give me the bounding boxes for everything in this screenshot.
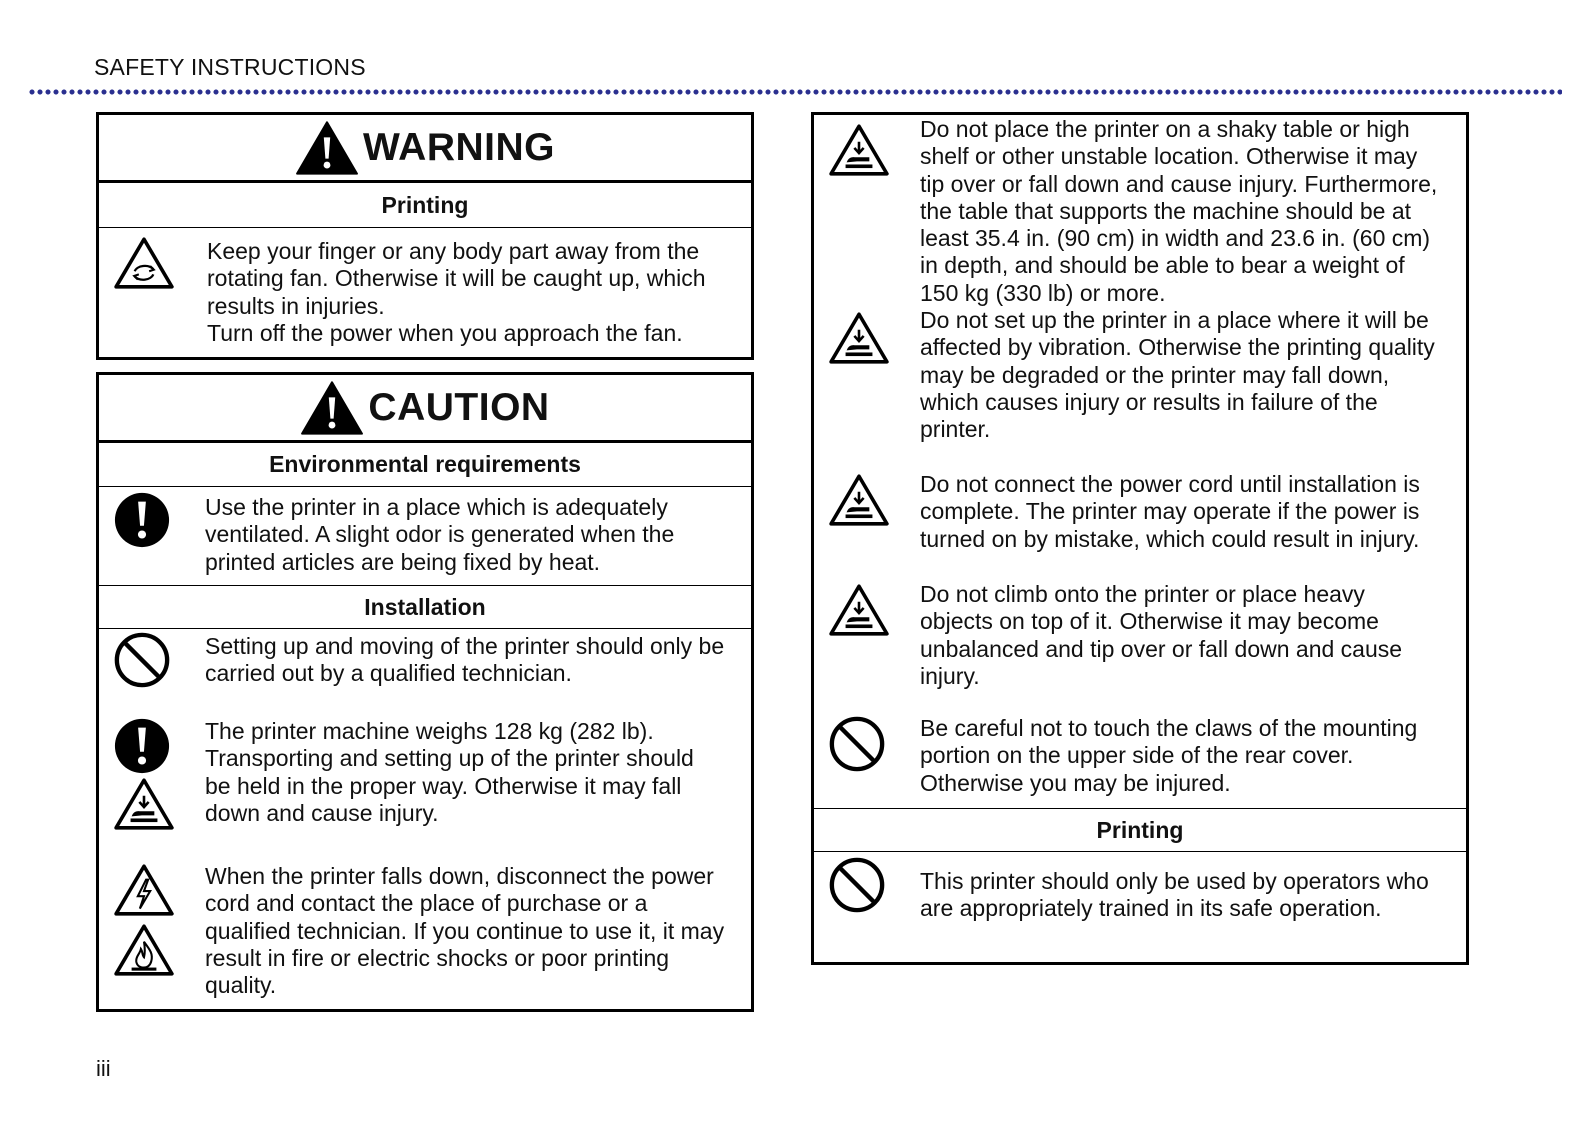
caution-item-text: When the printer falls down, disconnect the power cord and contact the place of purchase or a qualified technician. If you continue to use it, it may result in fire or electric shocks or poor printing quality. <box>205 863 725 999</box>
alert-triangle-icon <box>300 380 364 436</box>
environmental-heading: Environmental requirements <box>99 443 751 487</box>
warning-item <box>99 228 751 356</box>
crush-hazard-icon <box>828 473 890 527</box>
crush-hazard-icon <box>113 777 175 831</box>
warning-label: WARNING <box>363 125 555 169</box>
caution-item <box>99 629 751 717</box>
prohibited-icon <box>828 715 886 773</box>
caution-item-text: Do not connect the power cord until installation is complete. The printer may operate if the power is turned on by mistake, which could result in injury. <box>920 471 1420 552</box>
crush-hazard-icon <box>828 583 890 637</box>
caution-banner <box>99 375 751 443</box>
caution-item-text: Use the printer in a place which is adequately ventilated. A slight odor is generated when the printed articles are being fixed by heat. <box>205 494 675 575</box>
caution-item-text: Do not set up the printer in a place where it will be affected by vibration. Otherwise the printing quality may be degraded or the printer may fall down, which causes injury or results in failure of the printer. <box>920 307 1435 443</box>
caution-item <box>814 115 1466 307</box>
caution-item-text: The printer machine weighs 128 kg (282 lb). Transporting and setting up of the printer should be held in the proper way. Otherwise it may fall down and cause injury. <box>205 718 694 826</box>
warning-printing-heading: Printing <box>99 183 751 228</box>
right-printing-heading: Printing <box>814 808 1466 852</box>
caution-item <box>814 581 1466 723</box>
crush-hazard-icon <box>828 123 890 177</box>
warning-banner <box>99 115 751 183</box>
caution-item <box>814 715 1466 808</box>
mandatory-action-icon <box>113 717 171 775</box>
warning-item-text: Keep your finger or any body part away from the rotating fan. Otherwise it will be caught up, which results in injuries. Turn off the power when you approach the fan. <box>207 238 706 346</box>
section-title: SAFETY INSTRUCTIONS <box>94 54 366 80</box>
warning-box <box>96 112 754 360</box>
rotating-fan-warning-icon <box>113 236 175 290</box>
caution-item <box>814 852 1466 962</box>
caution-item-text: Be careful not to touch the claws of the mounting portion on the upper side of the rear cover. Otherwise you may be injured. <box>920 715 1418 796</box>
right-caution-box <box>811 112 1469 965</box>
caution-item-text: Do not place the printer on a shaky table or high shelf or other unstable location. Otherwise it may tip over or fall down and cause injury. Furthermore, the table that supports the machine should be at least 35.4 in. (90 cm) in width and 23.6 in. (60 cm) in depth, and should be able to bear a weight of 150 kg (330 lb) or more. <box>920 116 1438 306</box>
dotted-divider <box>28 88 1562 96</box>
page-number: iii <box>96 1056 111 1081</box>
caution-item-text: This printer should only be used by operators who are appropriately trained in its safe operation. <box>920 868 1429 922</box>
caution-item <box>99 487 751 585</box>
prohibited-icon <box>113 631 171 689</box>
caution-item <box>99 717 751 863</box>
caution-item <box>99 863 751 1013</box>
mandatory-action-icon <box>113 491 171 549</box>
caution-item <box>814 471 1466 581</box>
caution-label: CAUTION <box>368 385 550 429</box>
electric-shock-icon <box>113 863 175 917</box>
fire-hazard-icon <box>113 923 175 977</box>
caution-item <box>814 307 1466 471</box>
prohibited-icon <box>828 856 886 914</box>
caution-box <box>96 372 754 1012</box>
installation-heading: Installation <box>99 585 751 629</box>
caution-item-text: Setting up and moving of the printer should only be carried out by a qualified technician. <box>205 633 725 687</box>
alert-triangle-icon <box>295 120 359 176</box>
caution-item-text: Do not climb onto the printer or place heavy objects on top of it. Otherwise it may become unbalanced and tip over or fall down and cause injury. <box>920 581 1403 689</box>
crush-hazard-icon <box>828 311 890 365</box>
